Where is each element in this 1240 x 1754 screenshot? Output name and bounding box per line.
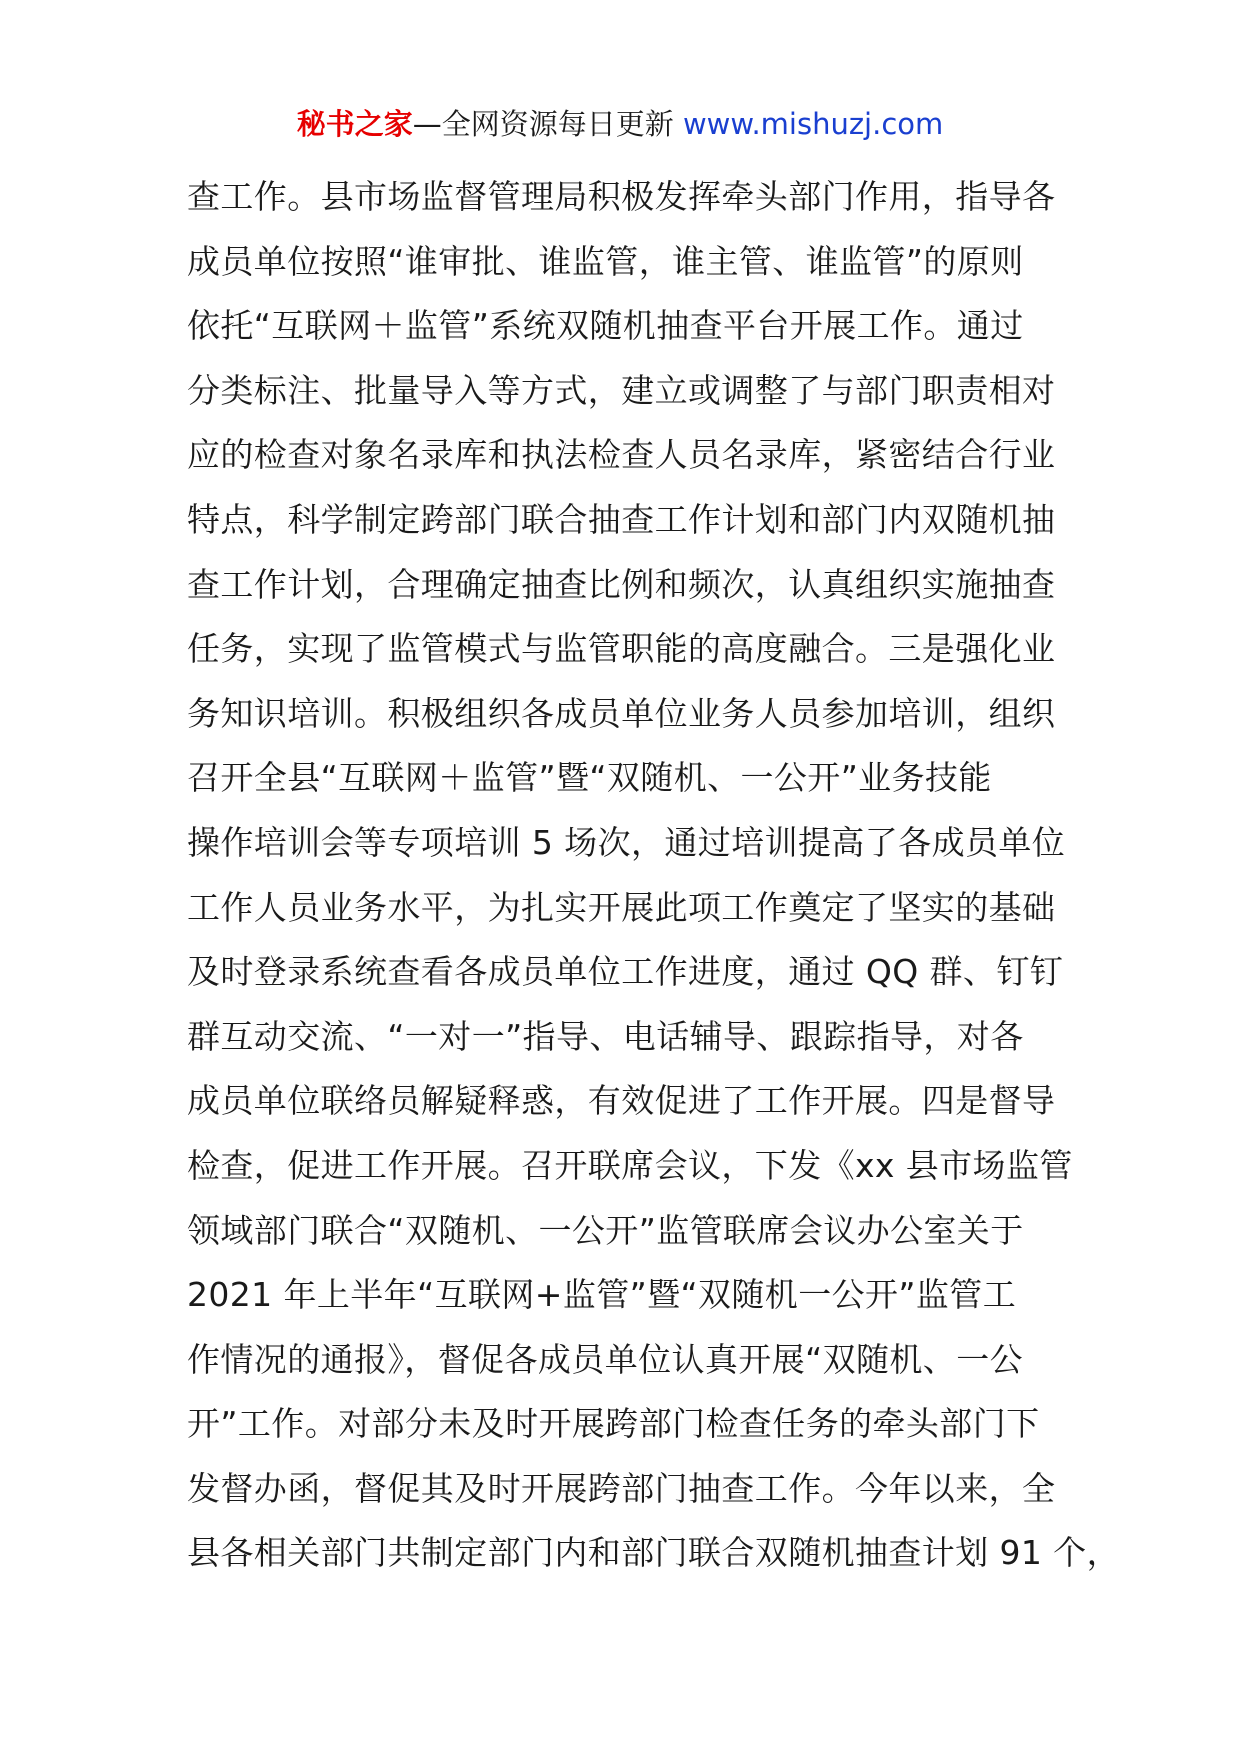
text-line: 县各相关部门共制定部门内和部门联合双随机抽查计划 91 个， bbox=[187, 1533, 1120, 1573]
text-line: 及时登录系统查看各成员单位工作进度，通过 QQ 群、钉钉 bbox=[187, 952, 1064, 992]
website-link[interactable]: www.mishuzj.com bbox=[682, 107, 944, 141]
text-line: 开”工作。对部分未及时开展跨部门检查任务的牵头部门下 bbox=[187, 1404, 1040, 1444]
text-line: 务知识培训。积极组织各成员单位业务人员参加培训，组织 bbox=[187, 693, 1056, 733]
text-line: 依托“互联网＋监管”系统双随机抽查平台开展工作。通过 bbox=[187, 306, 1024, 346]
text-line: 检查，促进工作开展。召开联席会议，下发《xx 县市场监管 bbox=[187, 1145, 1073, 1185]
text-line: 特点，科学制定跨部门联合抽查工作计划和部门内双随机抽 bbox=[187, 499, 1056, 539]
brand-name: 秘书之家 bbox=[296, 107, 413, 141]
text-line: 发督办函，督促其及时开展跨部门抽查工作。今年以来，全 bbox=[187, 1468, 1056, 1508]
header-slogan: —全网资源每日更新 bbox=[412, 107, 674, 141]
text-line: 工作人员业务水平，为扎实开展此项工作奠定了坚实的基础 bbox=[187, 887, 1056, 927]
document-body bbox=[187, 165, 1120, 1586]
text-line: 任务，实现了监管模式与监管职能的高度融合。三是强化业 bbox=[187, 629, 1056, 669]
text-line: 查工作计划，合理确定抽查比例和频次，认真组织实施抽查 bbox=[187, 564, 1056, 604]
text-line: 2021 年上半年“互联网+监管”暨“双随机一公开”监管工 bbox=[187, 1275, 1017, 1315]
text-line: 查工作。县市场监督管理局积极发挥牵头部门作用，指导各 bbox=[187, 177, 1056, 216]
text-line: 作情况的通报》，督促各成员单位认真开展“双随机、一公 bbox=[187, 1339, 1023, 1379]
text-line: 群互动交流、“一对一”指导、电话辅导、跟踪指导，对各 bbox=[187, 1016, 1024, 1056]
text-line: 召开全县“互联网＋监管”暨“双随机、一公开”业务技能 bbox=[187, 758, 992, 798]
text-line: 成员单位联络员解疑释惑，有效促进了工作开展。四是督导 bbox=[187, 1081, 1056, 1121]
text-line: 成员单位按照“谁审批、谁监管，谁主管、谁监管”的原则 bbox=[187, 241, 1024, 281]
page-header bbox=[0, 104, 1240, 144]
text-line: 操作培训会等专项培训 5 场次，通过培训提高了各成员单位 bbox=[187, 822, 1066, 862]
text-line: 领域部门联合“双随机、一公开”监管联席会议办公室关于 bbox=[187, 1210, 1024, 1250]
text-line: 分类标注、批量导入等方式，建立或调整了与部门职责相对 bbox=[187, 370, 1056, 410]
text-line: 应的检查对象名录库和执法检查人员名录库，紧密结合行业 bbox=[187, 435, 1056, 475]
